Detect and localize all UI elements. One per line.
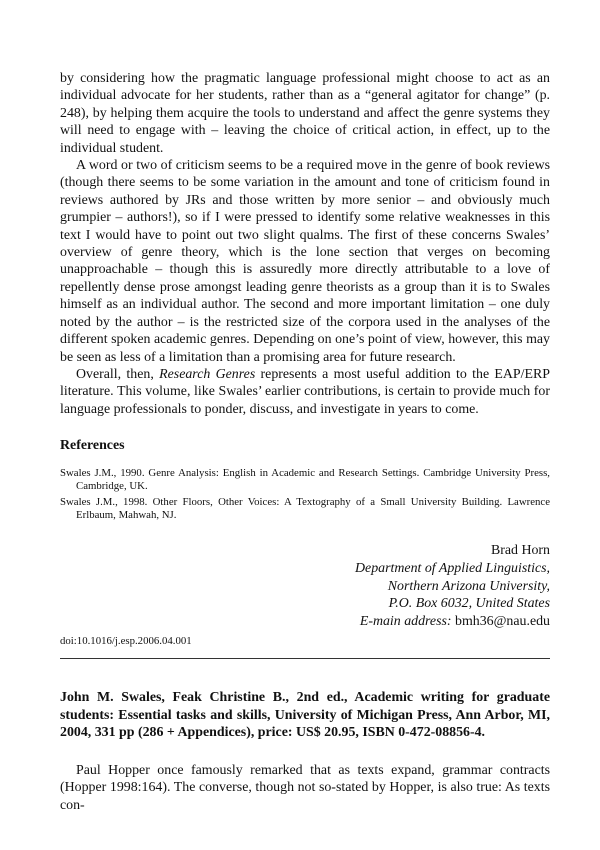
email-address: bmh36@nau.edu bbox=[455, 614, 550, 630]
review-paragraph: Paul Hopper once famously remarked that as texts expand, grammar contracts (Hopper 1998:164). The converse, though not so-stated by Hopper, is also true: As texts con- bbox=[60, 762, 550, 813]
paragraph-conclusion bbox=[60, 366, 550, 418]
section-divider bbox=[60, 658, 550, 659]
author-department: Department of Applied Linguistics, bbox=[355, 560, 550, 576]
conclusion-lead: Overall, then, bbox=[76, 366, 160, 382]
email-label: E-main address: bbox=[359, 614, 452, 630]
reference-item: Swales J.M., 1998. Other Floors, Other Voices: A Textography of a Small University Building. Lawrence Erlbaum, Mahwah, NJ. bbox=[60, 495, 550, 521]
book-title-italic: Research Genres bbox=[159, 366, 256, 382]
doi-line: doi:10.1016/j.esp.2006.04.001 bbox=[60, 634, 192, 647]
page-content bbox=[60, 70, 550, 814]
author-name: Brad Horn bbox=[490, 542, 550, 558]
review-heading: John M. Swales, Feak Christine B., 2nd ed., Academic writing for graduate students: Essential tasks and skills, University of Michigan Press, Ann Arbor, MI, 2004, 331 pp (286 + Appendices), price: US$ 20.95, ISBN 0-472-08856-4. bbox=[60, 689, 550, 741]
reference-item: Swales J.M., 1990. Genre Analysis: English in Academic and Research Settings. Cambridge University Press, Cambridge, UK. bbox=[60, 467, 550, 493]
author-signature bbox=[60, 542, 550, 631]
paragraph-continuation: by considering how the pragmatic language professional might choose to act as an individual advocate for her students, rather than as a “general agitator for change” (p. 248), by helping them acquire the tools to understand and affect the genre systems they will need to engage with – leaving the choice of critical action, in effect, up to the individual student. bbox=[60, 71, 550, 156]
paragraph-criticism: A word or two of criticism seems to be a required move in the genre of book reviews (though there seems to be some variation in the amount and tone of criticism found in reviews authored by JRs and those written by more senior – and obviously much grumpier – authors!), so if I were pressed to identify some relative weaknesses in this text I would have to point out two slight qualms. The first of these concerns Swales’ overview of genre theory, which is the lone section that verges on becoming unapproachable – though this is assuredly more directly attributable to a love of repellently dense prose amongst leading genre theorists as a group than it is to Swales himself as an individual author. The second and more important limitation – one duly noted by the author – is the restricted size of the corpora used in the analyses of the different spoken academic genres. Depending on one’s point of view, however, this may be seen as less of a limitation than a promising area for future research. bbox=[60, 158, 550, 365]
references-heading: References bbox=[60, 438, 125, 454]
author-university: Northern Arizona University, bbox=[387, 578, 550, 594]
conclusion-rest: represents a most useful addition to the EAP/ERP literature. This volume, like Swales’ earlier contributions, is certain to provide much for language professionals to ponder, discuss, and investigate in years to come. bbox=[60, 366, 550, 417]
author-email-line bbox=[60, 613, 550, 631]
author-address: P.O. Box 6032, United States bbox=[388, 596, 550, 612]
